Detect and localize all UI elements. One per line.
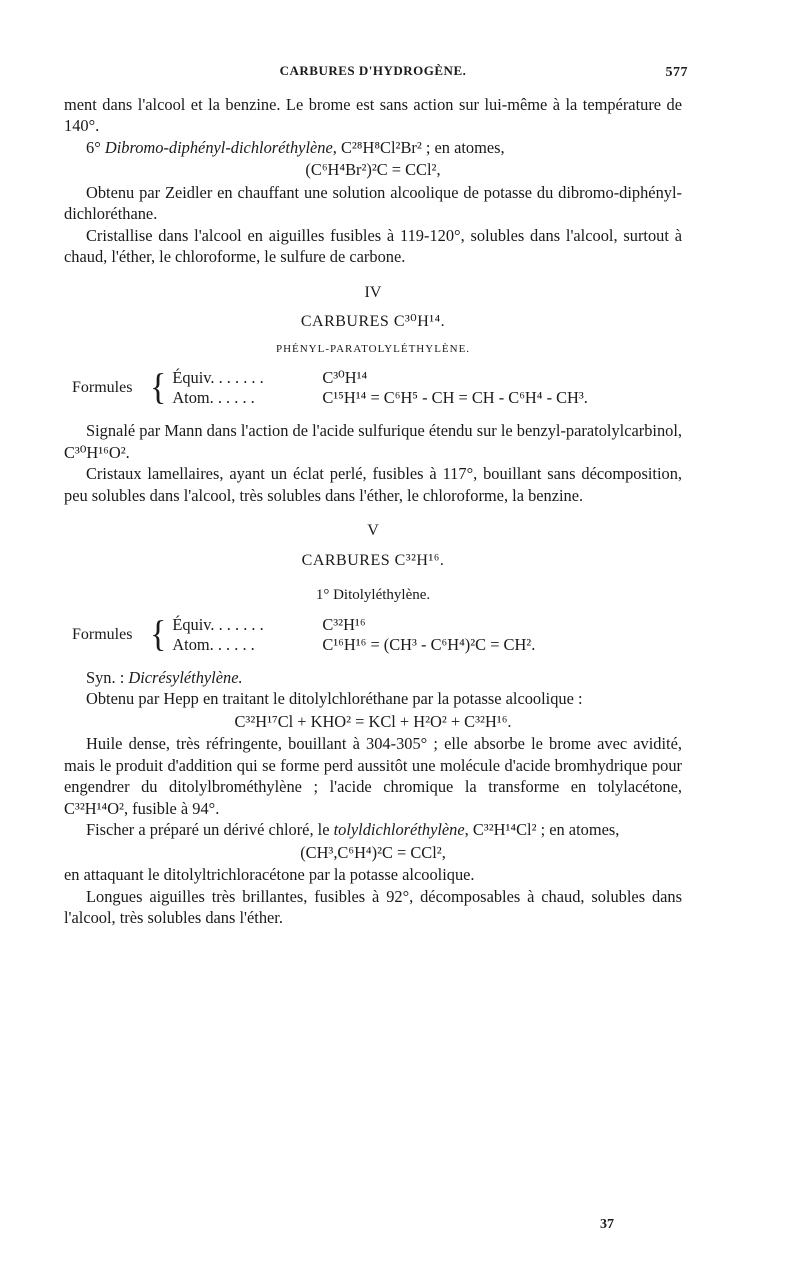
compound-paragraph [64,819,682,841]
equiv-value: C³⁰H¹⁴ [322,368,368,387]
subsection-heading: 1° Ditolyléthylène. [315,587,431,603]
equiv-label: Équiv. . . . . . . [172,614,264,634]
compound-number: 6° [86,137,105,157]
page-number: 577 [665,65,688,80]
formula-label: Formules [72,379,133,397]
formula-label: Formules [72,625,133,643]
section-subtitle: PHÉNYL-PARATOLYLÉTHYLÈNE. [275,342,471,355]
atom-label: Atom. . . . . . [172,388,255,407]
equiv-label: Équiv. . . . . . . [172,368,264,387]
paragraph: Signalé par Mann dans l'action de l'acide sulfurique étendu sur le benzyl-paratolylcarbinol, C³⁰H¹⁶O². [64,421,682,462]
brace-icon: { [150,613,167,655]
signature-mark: 37 [600,1217,614,1232]
synonym-label: Syn. : [86,667,129,687]
section-number: IV [364,283,382,301]
equation: (CH³,C⁶H⁴)²C = CCl², [300,842,446,862]
header-title: CARBURES D'HYDROGÈNE. [279,63,467,78]
synonym-line [64,667,682,689]
paragraph: ment dans l'alcool et la benzine. Le brome est sans action sur lui-même à la température de 140°. [64,94,682,135]
synonym-value: Dicrésyléthylène. [128,667,243,687]
formula-row-equiv [172,368,682,388]
compound-formula: , C³²H¹⁴Cl² ; en atomes, [464,820,620,839]
section-title: CARBURES C³⁰H¹⁴. [300,313,446,330]
page [64,60,688,929]
paragraph: en attaquant le ditolyltrichloracétone par la potasse alcoolique. [64,865,475,884]
compound-formula: , C²⁸H⁸Cl²Br² ; en atomes, [332,137,505,157]
brace-icon: { [150,367,167,408]
formula-row-equiv [172,615,682,635]
atom-label: Atom. . . . . . [172,634,255,654]
equiv-value: C³²H¹⁶ [322,614,366,634]
section-number: V [367,522,379,539]
paragraph: Longues aiguilles très brillantes, fusibles à 92°, décomposables à chaud, solubles dans l'alcool, très solubles dans l'éther. [64,886,682,927]
compound-name: Dibromo-diphényl-dichloréthylène [104,137,333,157]
paragraph: Cristallise dans l'alcool en aiguilles fusibles à 119-120°, solubles dans l'alcool, surtout à chaud, l'éther, le chloroforme, le sulfure de carbone. [64,225,682,266]
formula-row-atom [172,635,682,655]
formula-block [72,615,682,655]
section-title: CARBURES C³²H¹⁶. [301,551,445,569]
running-header [64,60,688,82]
paragraph: Huile dense, très réfringente, bouillant à 304-305° ; elle absorbe le brome avec avidité, mais le produit d'addition qui se forme perd aussitôt une molécule d'acide bromhydrique pour engendrer du ditolylbrométhylène ; l'acide chromique la transforme en tolylacétone, C³²H¹⁴O², fusible à 94°. [64,734,682,818]
atom-value: C¹⁶H¹⁶ = (CH³ - C⁶H⁴)²C = CH². [322,634,536,654]
compound-paragraph [64,137,682,159]
formula-block [72,368,682,408]
paragraph: Obtenu par Zeidler en chauffant une solution alcoolique de potasse du dibromo-diphényl-dichloréthane. [64,182,682,223]
compound-name: tolyldichloréthylène [333,820,465,839]
equation: C³²H¹⁷Cl + KHO² = KCl + H²O² + C³²H¹⁶. [234,711,512,731]
equation: (C⁶H⁴Br²)²C = CCl², [305,160,441,179]
atom-value: C¹⁵H¹⁴ = C⁶H⁵ - CH = CH - C⁶H⁴ - CH³. [322,388,588,407]
paragraph: Cristaux lamellaires, ayant un éclat perlé, fusibles à 117°, bouillant sans décomposition, peu solubles dans l'alcool, très solubles dans l'éther, le chloroforme, la benzine. [64,464,682,505]
paragraph: Obtenu par Hepp en traitant le ditolylchloréthane par la potasse alcoolique : [86,689,583,708]
paragraph-text: Fischer a préparé un dérivé chloré, le [86,820,334,839]
formula-row-atom [172,388,682,408]
